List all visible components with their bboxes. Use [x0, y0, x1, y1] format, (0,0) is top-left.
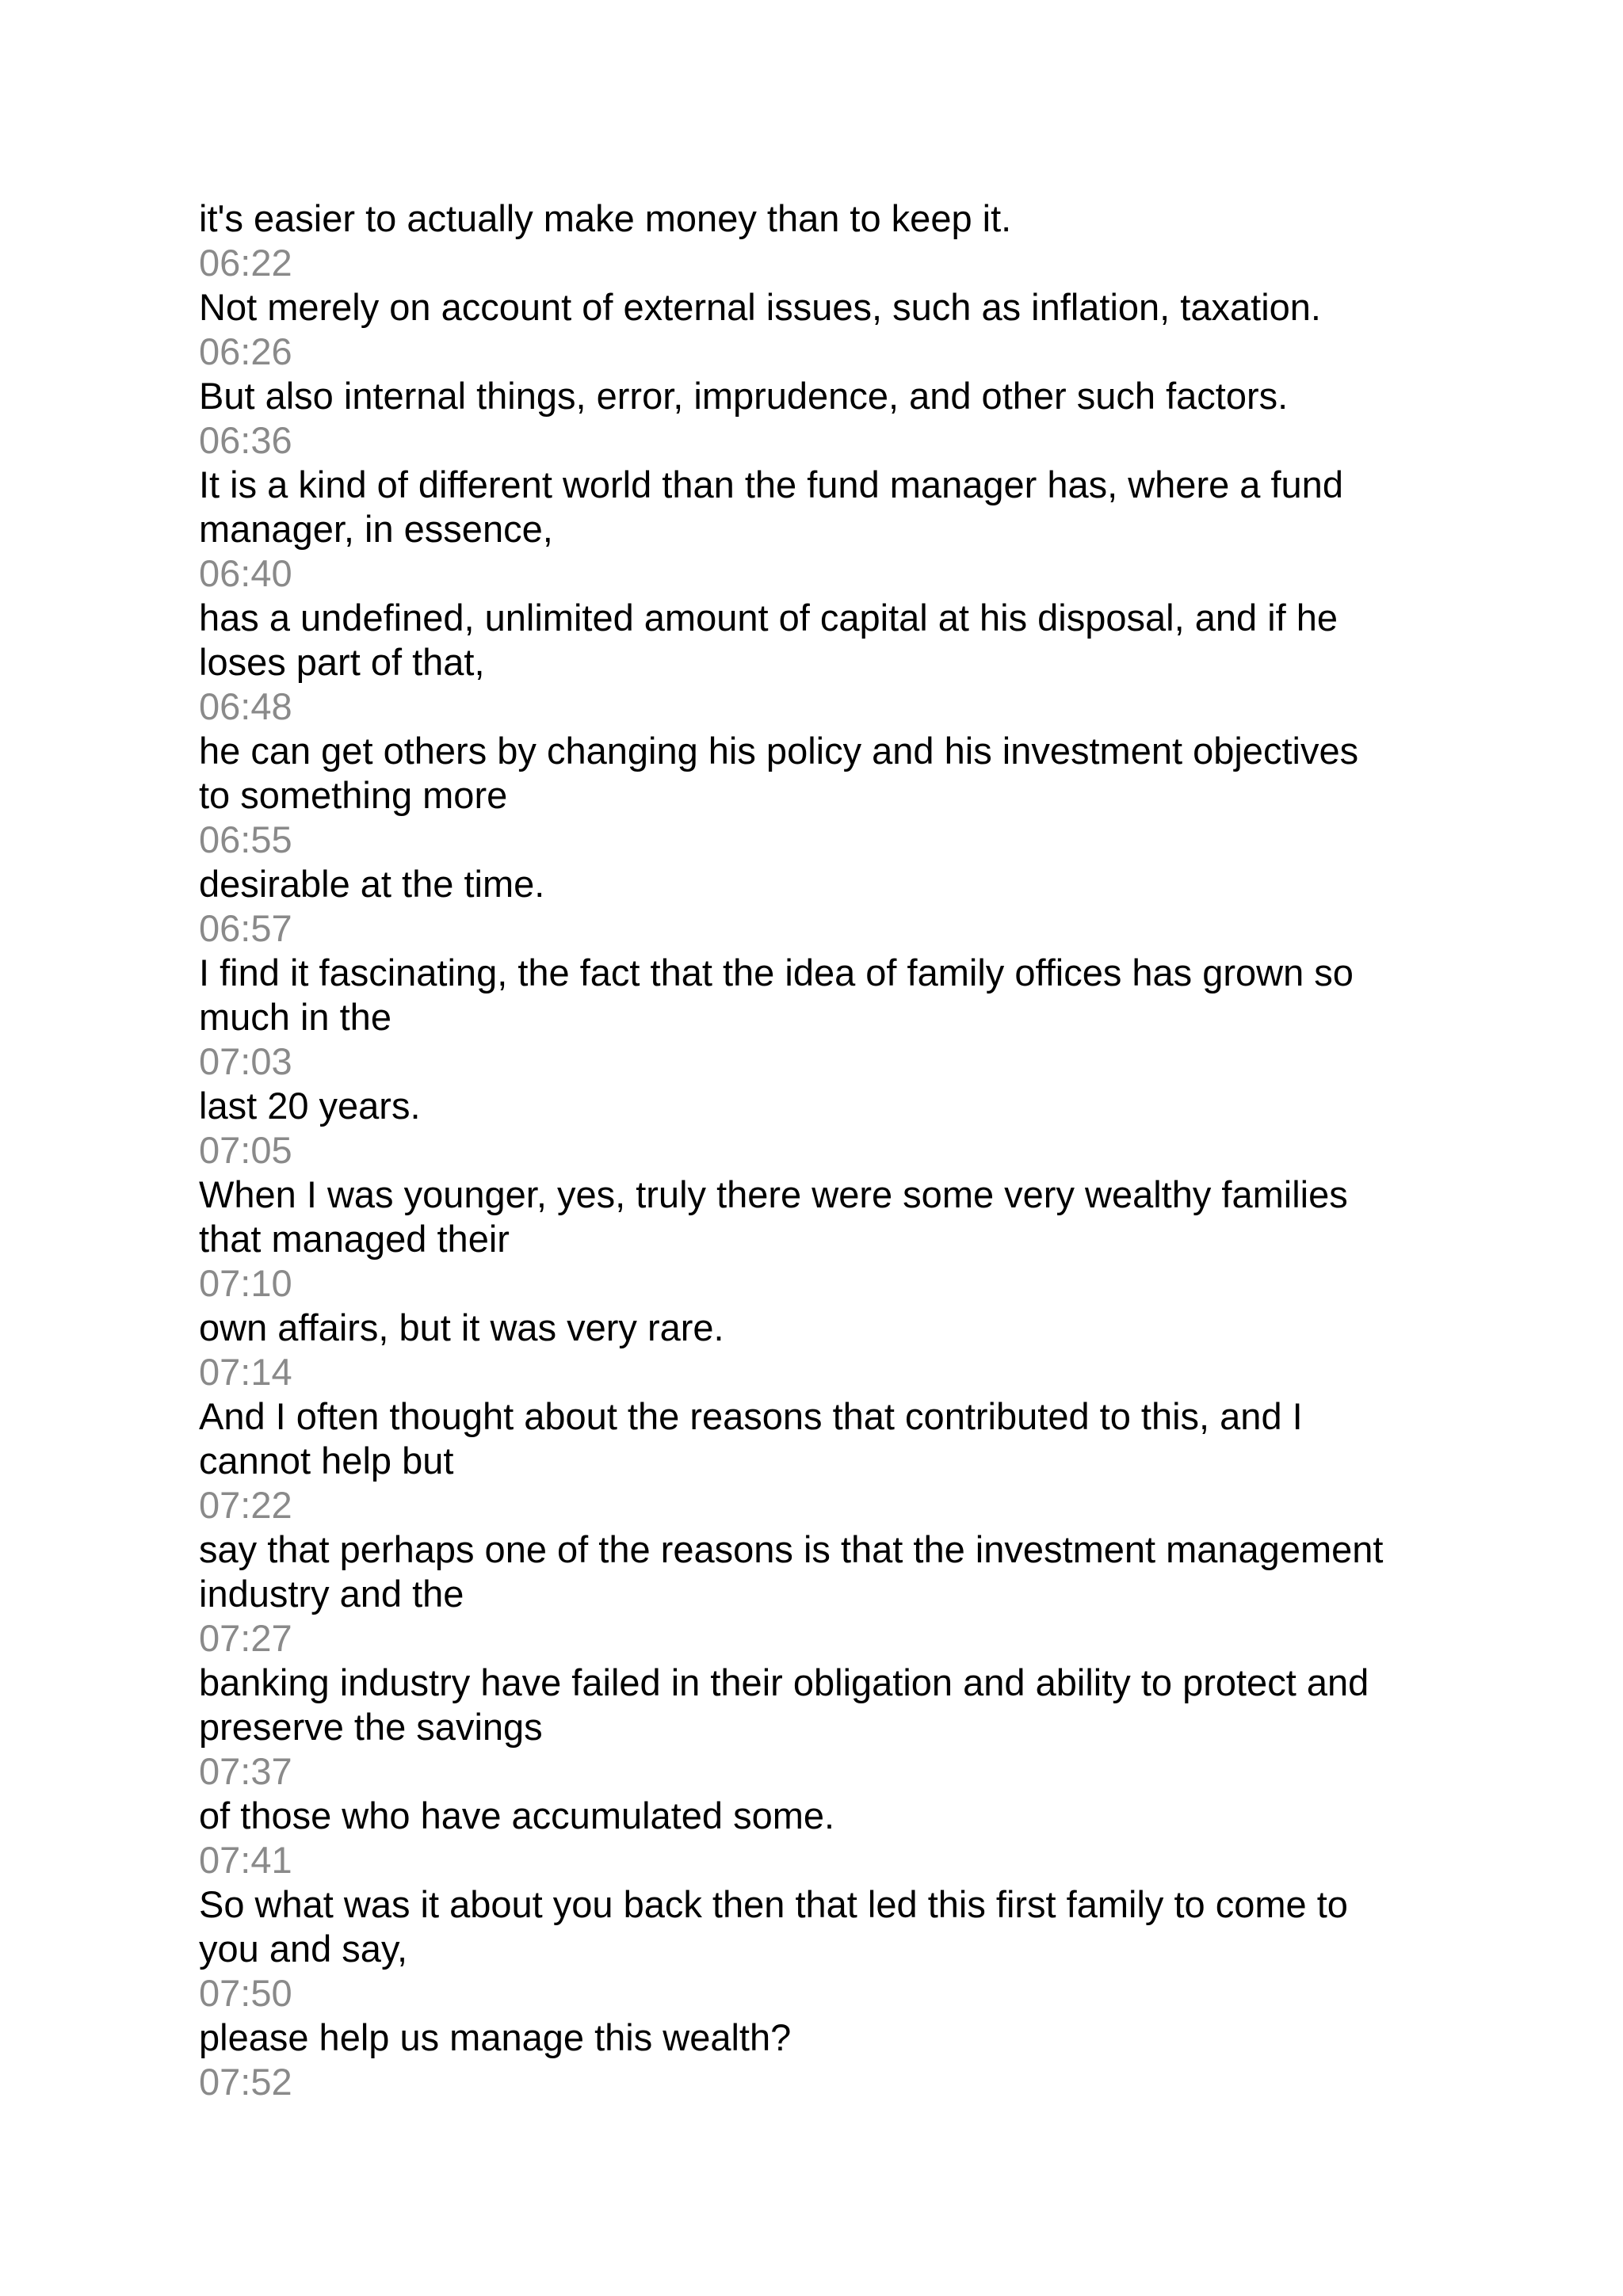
transcript-line: has a undefined, unlimited amount of capital at his disposal, and if he	[199, 597, 1338, 639]
transcript-line: industry and the	[199, 1573, 464, 1615]
transcript-line: he can get others by changing his policy and his investment objectives	[199, 730, 1359, 772]
transcript-line: Not merely on account of external issues, such as inflation, taxation.	[199, 286, 1321, 328]
transcript-line: please help us manage this wealth?	[199, 2016, 792, 2058]
transcript-line: loses part of that,	[199, 641, 485, 683]
timestamp: 07:14	[199, 1351, 292, 1393]
timestamp: 06:57	[199, 907, 292, 949]
transcript-line: desirable at the time.	[199, 863, 545, 905]
transcript-line: When I was younger, yes, truly there were some very wealthy families	[199, 1173, 1348, 1215]
timestamp: 06:22	[199, 242, 292, 284]
transcript-line: say that perhaps one of the reasons is that the investment management	[199, 1528, 1384, 1570]
transcript-line: to something more	[199, 774, 508, 816]
timestamp: 07:22	[199, 1484, 292, 1526]
transcript-line: cannot help but	[199, 1440, 454, 1482]
timestamp: 07:03	[199, 1040, 292, 1082]
timestamp: 07:27	[199, 1617, 292, 1659]
transcript-line: preserve the savings	[199, 1706, 543, 1748]
timestamp: 07:37	[199, 1750, 292, 1792]
transcript-line: I find it fascinating, the fact that the idea of family offices has grown so	[199, 952, 1354, 994]
transcript-line: that managed their	[199, 1218, 510, 1260]
timestamp: 06:26	[199, 330, 292, 372]
transcript-line: of those who have accumulated some.	[199, 1794, 835, 1836]
timestamp: 07:05	[199, 1129, 292, 1171]
transcript-line: own affairs, but it was very rare.	[199, 1306, 724, 1348]
transcript-line: manager, in essence,	[199, 508, 553, 550]
timestamp: 06:40	[199, 552, 292, 594]
timestamp: 07:41	[199, 1839, 292, 1881]
transcript-line: So what was it about you back then that led this first family to come to	[199, 1883, 1348, 1925]
transcript-line: And I often thought about the reasons that contributed to this, and I	[199, 1395, 1303, 1437]
timestamp: 06:48	[199, 685, 292, 727]
transcript-line: it's easier to actually make money than to keep it.	[199, 197, 1012, 239]
transcript-line: banking industry have failed in their obligation and ability to protect and	[199, 1661, 1369, 1703]
transcript-line: last 20 years.	[199, 1085, 421, 1127]
transcript-line: It is a kind of different world than the fund manager has, where a fund	[199, 463, 1343, 505]
transcript-line: But also internal things, error, imprudence, and other such factors.	[199, 375, 1289, 417]
transcript-page	[199, 196, 1435, 2104]
timestamp: 06:36	[199, 419, 292, 461]
timestamp: 07:52	[199, 2061, 292, 2103]
timestamp: 07:10	[199, 1262, 292, 1304]
timestamp: 07:50	[199, 1972, 292, 2014]
timestamp: 06:55	[199, 818, 292, 860]
transcript-line: you and say,	[199, 1928, 408, 1970]
transcript-line: much in the	[199, 996, 391, 1038]
